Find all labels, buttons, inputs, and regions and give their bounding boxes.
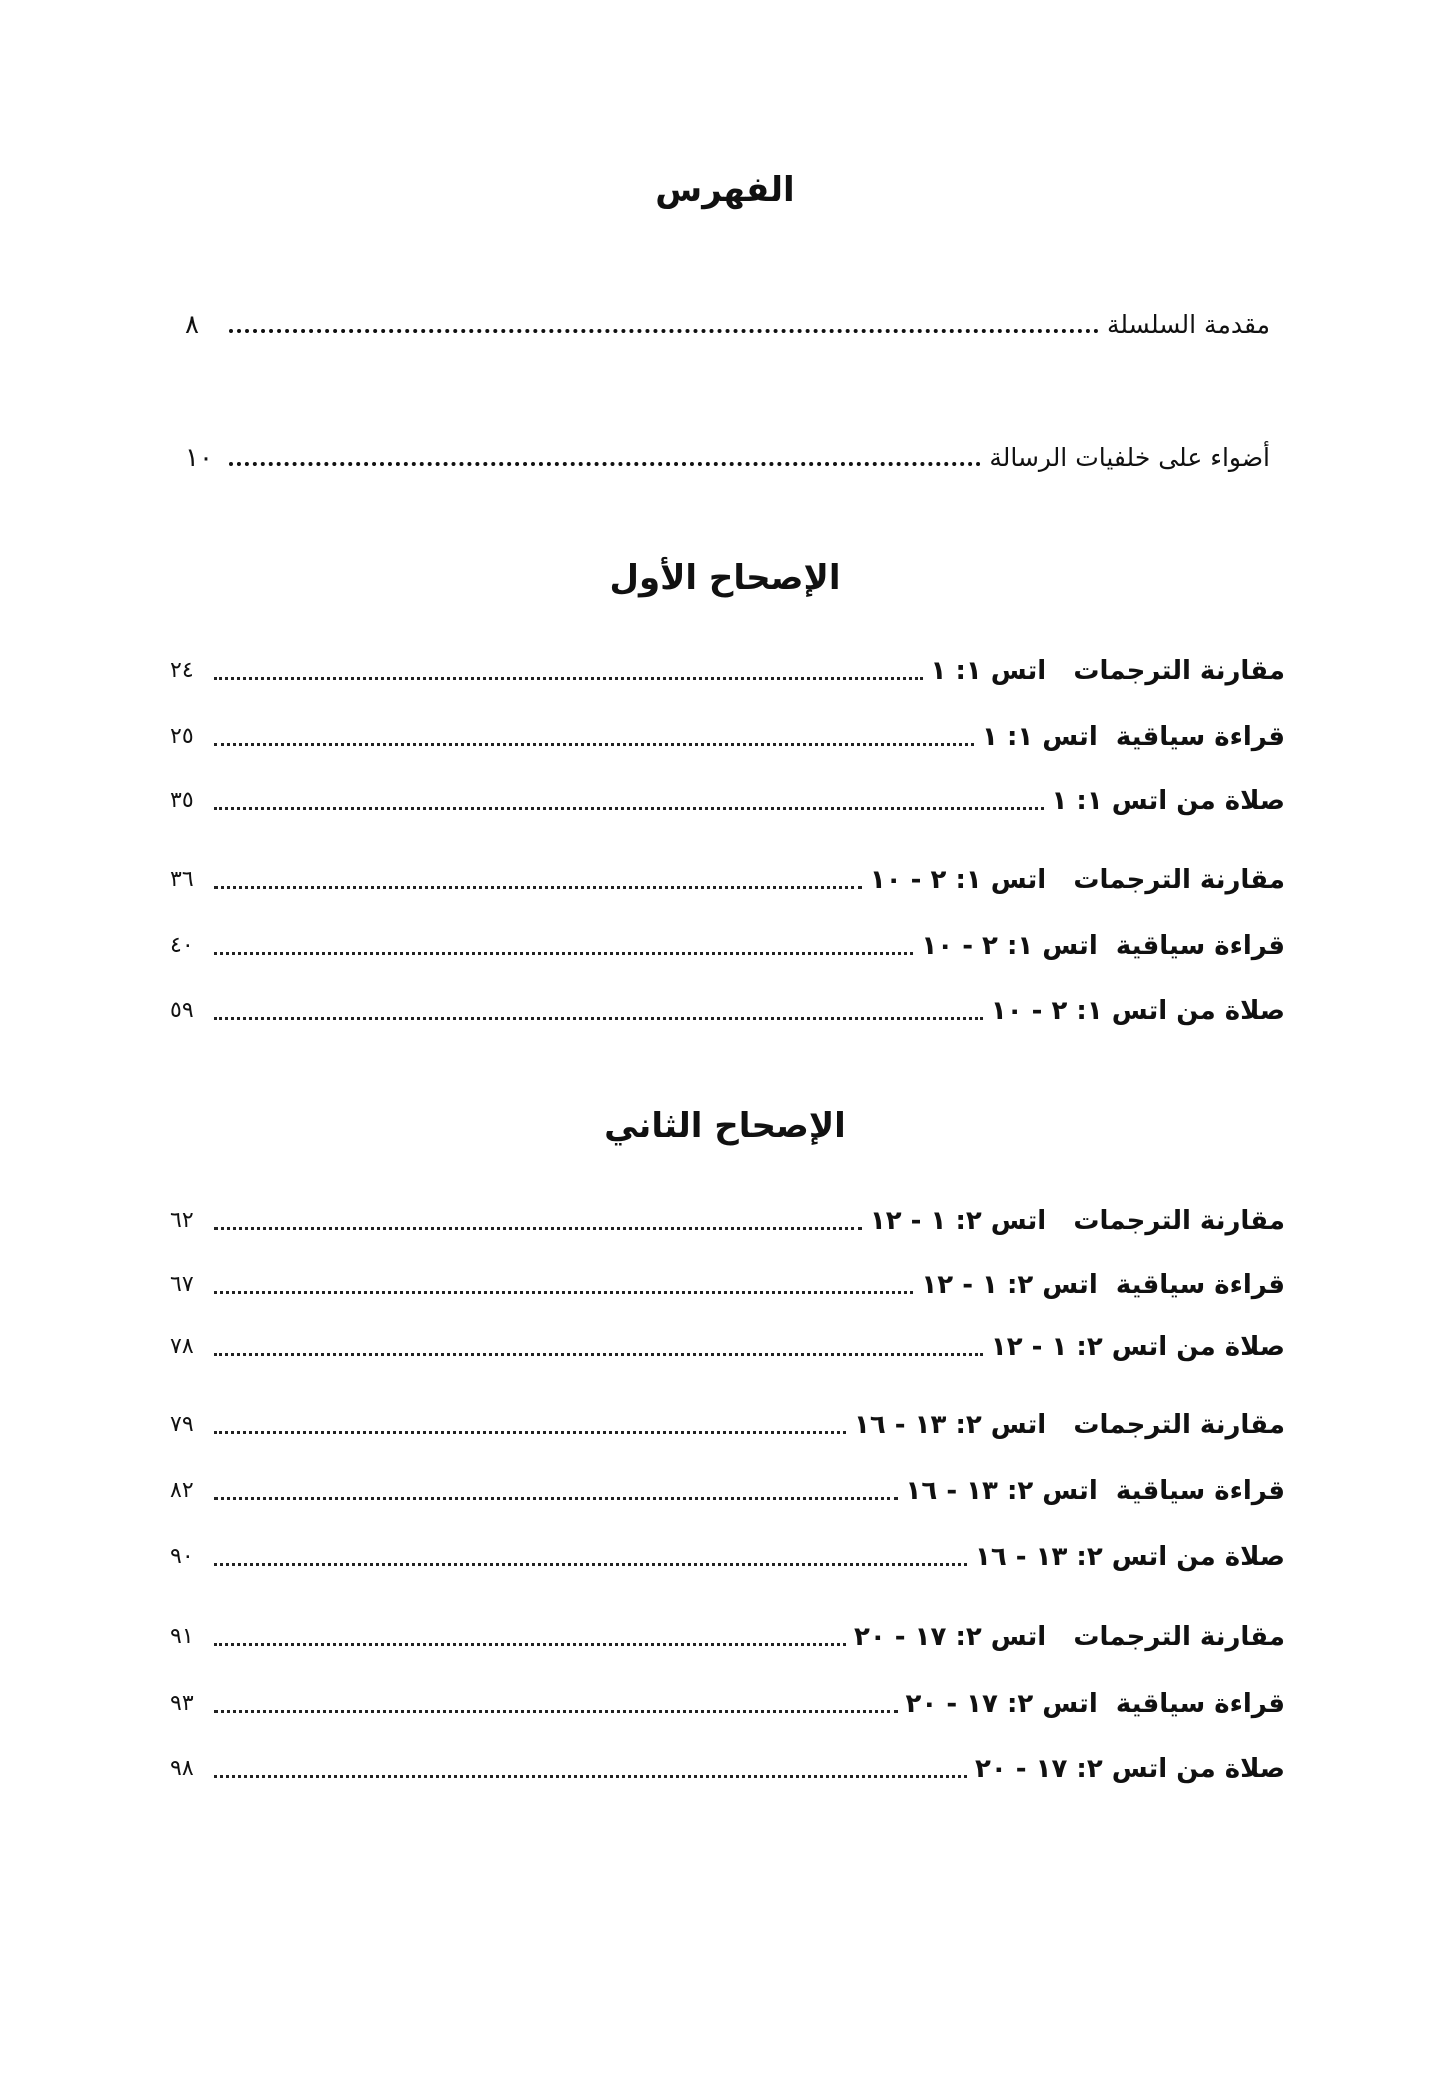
toc-entry-series-intro[interactable] bbox=[185, 302, 1270, 342]
dot-leader bbox=[214, 1353, 983, 1356]
toc-entry[interactable] bbox=[170, 648, 1285, 688]
toc-entry[interactable] bbox=[170, 778, 1285, 818]
dot-leader bbox=[214, 1563, 967, 1566]
toc-page-number: ٦٢ bbox=[170, 1208, 194, 1233]
chapter-two-title: الإصحاح الثاني bbox=[604, 1106, 846, 1146]
toc-page-number: ٨ bbox=[185, 310, 199, 340]
toc-page-number: ٩١ bbox=[170, 1624, 194, 1649]
dot-leader bbox=[214, 1497, 898, 1500]
toc-page-number: ٧٨ bbox=[170, 1334, 194, 1359]
dot-leader bbox=[214, 1643, 846, 1646]
toc-entry[interactable] bbox=[170, 714, 1285, 754]
dot-leader bbox=[214, 1291, 913, 1294]
toc-entry-label: مقارنة الترجمات اتس ٢: ١٧ - ٢٠ bbox=[853, 1622, 1285, 1652]
toc-page-number: ١٠ bbox=[185, 443, 213, 473]
toc-page-number: ٣٦ bbox=[170, 867, 194, 892]
dot-leader bbox=[214, 1227, 862, 1230]
dot-leader bbox=[214, 952, 913, 955]
toc-page-number: ٩٨ bbox=[170, 1756, 194, 1781]
toc-entry-letter-background[interactable] bbox=[185, 435, 1270, 475]
toc-page-number: ٤٠ bbox=[170, 933, 194, 958]
dot-leader bbox=[214, 1710, 898, 1713]
toc-entry[interactable] bbox=[170, 1681, 1285, 1721]
dot-leader bbox=[214, 677, 923, 680]
chapter-one-title: الإصحاح الأول bbox=[609, 558, 841, 598]
toc-entry-label: صلاة من اتس ١: ٢ - ١٠ bbox=[990, 996, 1285, 1026]
dot-leader bbox=[214, 807, 1044, 810]
toc-page-number: ٨٢ bbox=[170, 1478, 194, 1503]
dot-leader bbox=[229, 462, 981, 466]
toc-entry[interactable] bbox=[170, 988, 1285, 1028]
toc-page-number: ٩٣ bbox=[170, 1691, 194, 1716]
toc-page-number: ٢٥ bbox=[170, 724, 194, 749]
toc-page-number: ٩٠ bbox=[170, 1544, 194, 1569]
toc-entry-label: مقارنة الترجمات اتس ٢: ١ - ١٢ bbox=[869, 1206, 1285, 1236]
toc-entry-label: مقدمة السلسلة bbox=[1106, 310, 1270, 339]
toc-entry-label: قراءة سياقية اتس ٢: ١٣ - ١٦ bbox=[905, 1476, 1285, 1506]
toc-entry-label: صلاة من اتس ١: ١ bbox=[1051, 786, 1285, 816]
toc-entry-label: صلاة من اتس ٢: ١٧ - ٢٠ bbox=[974, 1754, 1285, 1784]
toc-entry[interactable] bbox=[170, 1468, 1285, 1508]
toc-entry-label: مقارنة الترجمات اتس ١: ٢ - ١٠ bbox=[869, 865, 1285, 895]
toc-page-number: ٢٤ bbox=[170, 658, 194, 683]
toc-page-number: ٥٩ bbox=[170, 998, 194, 1023]
toc-entry-label: مقارنة الترجمات اتس ٢: ١٣ - ١٦ bbox=[853, 1410, 1285, 1440]
toc-entry-label: قراءة سياقية اتس ٢: ١٧ - ٢٠ bbox=[905, 1689, 1285, 1719]
dot-leader bbox=[214, 1017, 983, 1020]
dot-leader bbox=[214, 743, 974, 746]
toc-page-number: ٣٥ bbox=[170, 788, 194, 813]
toc-entry-label: صلاة من اتس ٢: ١ - ١٢ bbox=[990, 1332, 1285, 1362]
toc-entry-label: صلاة من اتس ٢: ١٣ - ١٦ bbox=[974, 1542, 1285, 1572]
toc-entry[interactable] bbox=[170, 1198, 1285, 1238]
dot-leader bbox=[214, 886, 862, 889]
toc-entry-label: قراءة سياقية اتس ١: ٢ - ١٠ bbox=[921, 931, 1285, 961]
toc-page-number: ٧٩ bbox=[170, 1412, 194, 1437]
toc-entry[interactable] bbox=[170, 1262, 1285, 1302]
toc-page-number: ٦٧ bbox=[170, 1272, 194, 1297]
index-title: الفهرس bbox=[655, 170, 795, 210]
toc-entry[interactable] bbox=[170, 1324, 1285, 1364]
dot-leader bbox=[229, 329, 1099, 333]
toc-entry-label: أضواء على خلفيات الرسالة bbox=[989, 443, 1270, 472]
toc-entry[interactable] bbox=[170, 1614, 1285, 1654]
toc-entry[interactable] bbox=[170, 1534, 1285, 1574]
toc-entry-label: قراءة سياقية اتس ٢: ١ - ١٢ bbox=[921, 1270, 1285, 1300]
toc-entry[interactable] bbox=[170, 923, 1285, 963]
dot-leader bbox=[214, 1431, 846, 1434]
toc-entry[interactable] bbox=[170, 1746, 1285, 1786]
dot-leader bbox=[214, 1775, 967, 1778]
toc-entry-label: مقارنة الترجمات اتس ١: ١ bbox=[930, 656, 1285, 686]
toc-entry-label: قراءة سياقية اتس ١: ١ bbox=[982, 722, 1285, 752]
toc-entry[interactable] bbox=[170, 857, 1285, 897]
toc-entry[interactable] bbox=[170, 1402, 1285, 1442]
